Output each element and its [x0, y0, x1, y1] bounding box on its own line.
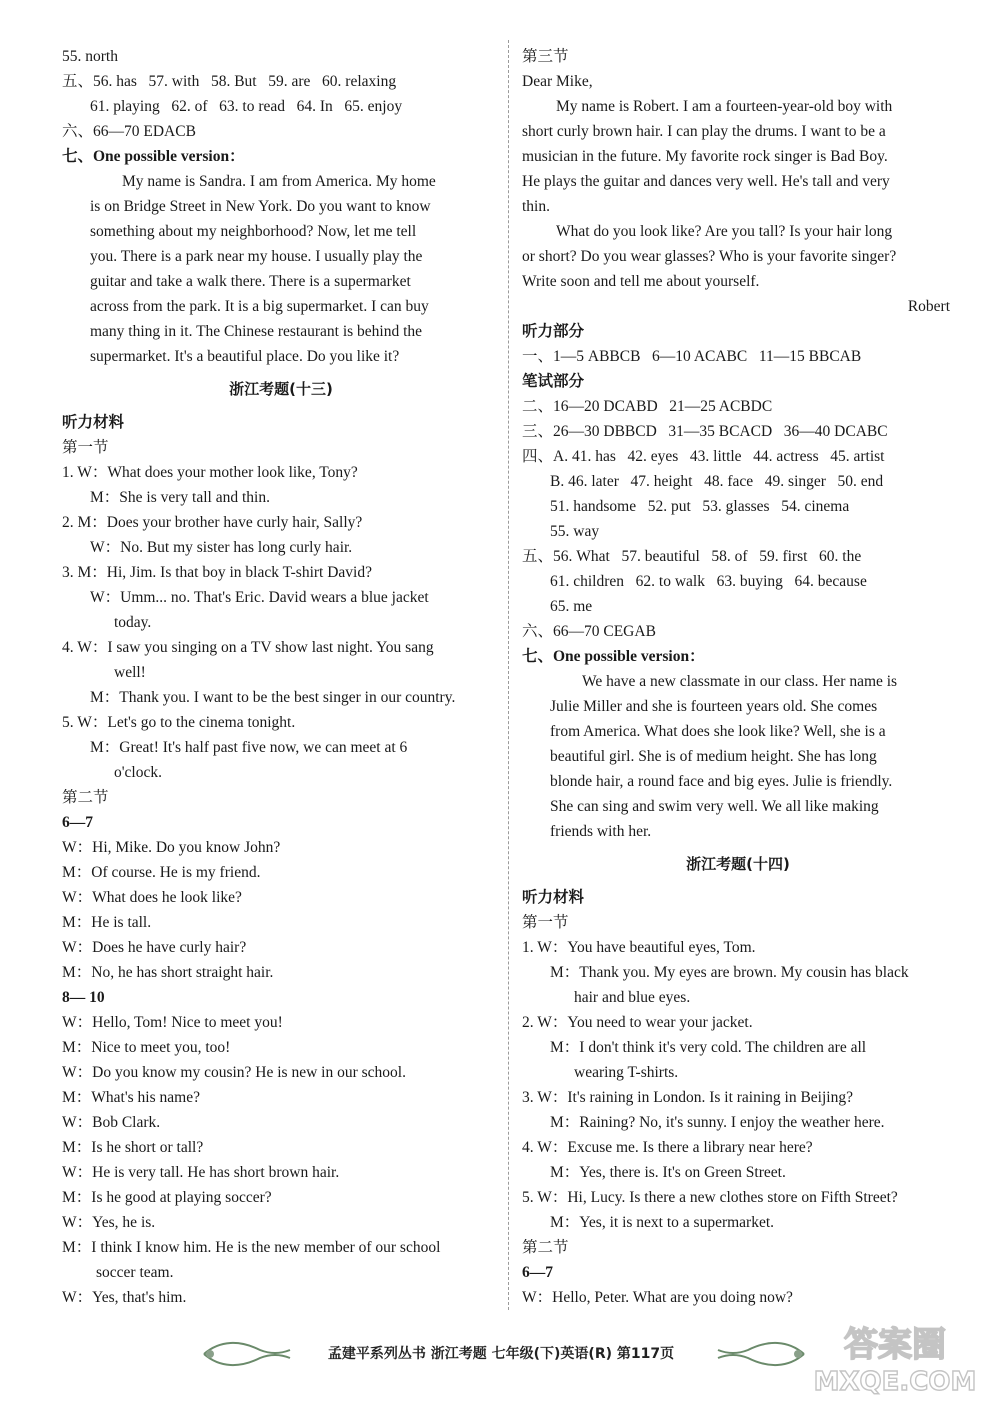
right-column-line: 三、26—30 DBBCD 31—35 BCACD 36—40 DCABC [522, 423, 888, 440]
left-column-line: W：No. But my sister has long curly hair. [90, 539, 353, 556]
left-column-line: M：I think I know him. He is the new member of our school [62, 1239, 441, 1256]
left-column-line: is on Bridge Street in New York. Do you want to know [90, 198, 431, 215]
left-column-line: 六、66—70 EDACB [62, 123, 196, 140]
right-column-line: 六、66—70 CEGAB [522, 623, 656, 640]
right-column-line: 4. W：Excuse me. Is there a library near here? [522, 1139, 813, 1156]
left-column-line: M：Thank you. I want to be the best singer in our country. [90, 689, 456, 706]
left-column-line: W：Yes, that's him. [62, 1289, 187, 1306]
left-column-line: M：Is he good at playing soccer? [62, 1189, 272, 1206]
left-column-line: 5. W：Let's go to the cinema tonight. [62, 714, 296, 731]
right-column-line: W：Hello, Peter. What are you doing now? [522, 1289, 793, 1306]
right-column-line: 6—7 [522, 1264, 553, 1281]
left-column-line: supermarket. It's a beautiful place. Do you like it? [90, 348, 400, 365]
watermark-logo [800, 1316, 990, 1398]
right-column-line: 五、56. What 57. beautiful 58. of 59. first 60. the [522, 548, 862, 565]
right-column-line: 61. children 62. to walk 63. buying 64. because [550, 573, 867, 590]
right-column-line: M：Yes, there is. It's on Green Street. [550, 1164, 786, 1181]
right-column-line: 3. W：It's raining in London. Is it raining in Beijing? [522, 1089, 853, 1106]
left-column-line: 3. M：Hi, Jim. Is that boy in black T-shirt David? [62, 564, 372, 581]
right-column-line: 二、16—20 DCABD 21—25 ACBDC [522, 398, 773, 415]
right-column-line: 笔试部分 [522, 373, 585, 390]
left-column-line: W：Does he have curly hair? [62, 939, 247, 956]
right-column [522, 44, 954, 1310]
left-column-line: W：Bob Clark. [62, 1114, 161, 1131]
right-column-line: M：Raining? No, it's sunny. I enjoy the weather here. [550, 1114, 885, 1131]
left-column [62, 44, 500, 1310]
watermark-line2: MXQE.COM [813, 1367, 977, 1397]
left-column-line: 55. north [62, 48, 118, 65]
right-column-line: M：Yes, it is next to a supermarket. [550, 1214, 775, 1231]
left-column-line: today. [114, 614, 152, 631]
left-column-line: M：Of course. He is my friend. [62, 864, 261, 881]
left-column-line: M：Great! It's half past five now, we can meet at 6 [90, 739, 408, 756]
left-column-line: W：He is very tall. He has short brown hair. [62, 1164, 340, 1181]
left-column-line: M：Nice to meet you, too! [62, 1039, 231, 1056]
right-column-line: hair and blue eyes. [574, 989, 691, 1006]
left-column-line: M：Is he short or tall? [62, 1139, 204, 1156]
right-column-line: 1. W：You have beautiful eyes, Tom. [522, 939, 756, 956]
left-column-line: W：Hello, Tom! Nice to meet you! [62, 1014, 283, 1031]
left-column-line: 浙江考题(十三) [229, 380, 333, 398]
left-column-line: across from the park. It is a big supermarket. I can buy [90, 298, 429, 315]
right-column-line: 听力部分 [522, 323, 585, 340]
left-column-line: W：Hi, Mike. Do you know John? [62, 839, 281, 856]
left-column-line: 61. playing 62. of 63. to read 64. In 65. enjoy [90, 98, 403, 115]
left-column-line: My name is Sandra. I am from America. My home [122, 173, 436, 190]
right-column-line: What do you look like? Are you tall? Is your hair long [556, 223, 893, 240]
left-column-line: 8— 10 [62, 989, 105, 1006]
left-column-line: o'clock. [114, 764, 162, 781]
left-column-line: 4. W：I saw you singing on a TV show last night. You sang [62, 639, 434, 656]
left-column-line: M：No, he has short straight hair. [62, 964, 274, 981]
left-column-line: something about my neighborhood? Now, let me tell [90, 223, 417, 240]
left-column-line: W：Do you know my cousin? He is new in our school. [62, 1064, 406, 1081]
right-column-line: 2. W：You need to wear your jacket. [522, 1014, 753, 1031]
left-column-line: 五、56. has 57. with 58. But 59. are 60. relaxing [62, 73, 397, 90]
right-column-line: Write soon and tell me about yourself. [522, 273, 760, 290]
right-column-line: We have a new classmate in our class. Her name is [582, 673, 898, 690]
right-column-line: 听力材料 [522, 889, 585, 906]
right-column-line: musician in the future. My favorite rock singer is Bad Boy. [522, 148, 888, 165]
right-column-line: 51. handsome 52. put 53. glasses 54. cinema [550, 498, 850, 515]
left-column-line: 6—7 [62, 814, 93, 831]
right-column-line: wearing T-shirts. [574, 1064, 679, 1081]
right-column-line: or short? Do you wear glasses? Who is your favorite singer? [522, 248, 897, 265]
right-column-line: He plays the guitar and dances very well. He's tall and very [522, 173, 890, 190]
left-column-line: M：She is very tall and thin. [90, 489, 270, 506]
left-column-line: M：He is tall. [62, 914, 152, 931]
right-column-line: 5. W：Hi, Lucy. Is there a new clothes store on Fifth Street? [522, 1189, 898, 1206]
right-column-line: beautiful girl. She is of medium height. She has long [550, 748, 877, 765]
right-column-line: M：Thank you. My eyes are brown. My cousin has black [550, 964, 909, 981]
left-column-line: 听力材料 [62, 414, 125, 431]
left-column-line: soccer team. [96, 1264, 174, 1281]
right-column-line: 一、1—5 ABBCB 6—10 ACABC 11—15 BBCAB [522, 348, 862, 365]
right-column-line: from America. What does she look like? Well, she is a [550, 723, 886, 740]
right-column-line: 第三节 [522, 48, 569, 65]
left-column-line: W：What does he look like? [62, 889, 242, 906]
right-column-line: 四、A. 41. has 42. eyes 43. little 44. actress 45. artist [522, 448, 885, 465]
right-column-line: thin. [522, 198, 550, 215]
right-column-line: 浙江考题(十四) [686, 855, 790, 873]
left-column-line: M：What's his name? [62, 1089, 200, 1106]
right-column-line: 七、One possible version： [522, 648, 705, 665]
column-divider [508, 40, 509, 1310]
left-column-line: W：Umm... no. That's Eric. David wears a blue jacket [90, 589, 429, 606]
right-column-line: blonde hair, a round face and big eyes. Julie is friendly. [550, 773, 893, 790]
right-column-line: 第二节 [522, 1239, 569, 1256]
left-column-line: guitar and take a walk there. There is a supermarket [90, 273, 411, 290]
right-column-line: 55. way [550, 523, 600, 540]
right-column-line: Dear Mike, [522, 73, 593, 90]
right-column-line: M：I don't think it's very cold. The children are all [550, 1039, 867, 1056]
page-footer: 孟建平系列丛书 浙江考题 七年级(下)英语(R) 第117页 [327, 1346, 675, 1362]
left-column-line: 1. W：What does your mother look like, Tony? [62, 464, 358, 481]
right-column-line: friends with her. [550, 823, 652, 840]
right-column-line: My name is Robert. I am a fourteen-year-old boy with [556, 98, 893, 115]
right-column-line: 第一节 [522, 914, 569, 931]
right-column-line: She can sing and swim very well. We all like making [550, 798, 879, 815]
left-column-line: 2. M：Does your brother have curly hair, Sally? [62, 514, 363, 531]
right-column-line: Robert [907, 298, 950, 315]
left-column-line: many thing in it. The Chinese restaurant is behind the [90, 323, 423, 340]
watermark-line1: 答案圈 [844, 1325, 946, 1365]
right-column-line: Julie Miller and she is fourteen years old. She comes [550, 698, 878, 715]
right-column-line: B. 46. later 47. height 48. face 49. singer 50. end [550, 473, 884, 490]
left-column-line: 第一节 [62, 439, 109, 456]
right-column-line: 65. me [550, 598, 593, 615]
left-column-line: W：Yes, he is. [62, 1214, 156, 1231]
left-column-line: you. There is a park near my house. I usually play the [90, 248, 423, 265]
right-column-line: short curly brown hair. I can play the drums. I want to be a [522, 123, 886, 140]
left-column-line: well! [114, 664, 146, 681]
left-column-line: 第二节 [62, 789, 109, 806]
left-column-line: 七、One possible version： [62, 148, 245, 165]
